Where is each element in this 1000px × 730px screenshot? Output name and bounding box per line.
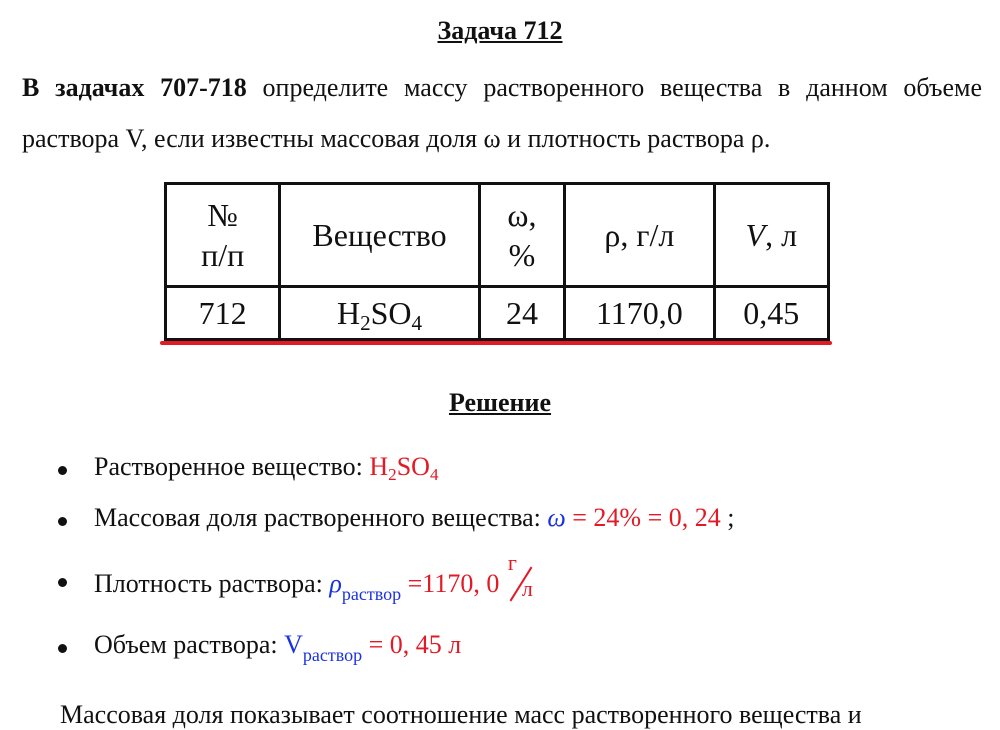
header-volume-unit: , л	[765, 217, 798, 253]
volume-symbol: V	[284, 630, 303, 659]
cell-substance	[280, 287, 479, 340]
table-red-underline	[160, 341, 832, 345]
solution-title: Решение	[448, 388, 552, 417]
header-number-symbol: №	[207, 197, 238, 233]
volume-subscript: раствор	[302, 645, 363, 665]
formula-part: SO	[370, 294, 412, 331]
header-omega-symbol: ω,	[507, 197, 537, 233]
item-label: Объем раствора:	[94, 630, 285, 659]
cell-number: 712	[166, 287, 280, 340]
cell-density: 1170,0	[565, 287, 714, 340]
header-volume	[714, 184, 828, 287]
task-statement	[22, 62, 982, 164]
volume-value: = 0, 45 л	[362, 630, 462, 659]
substance-formula: $H_2SO_4$	[369, 452, 439, 484]
omega-symbol: ω	[547, 503, 566, 532]
header-omega-unit: %	[508, 237, 536, 273]
bullet-dot	[58, 644, 67, 653]
solution-item-mass-fraction	[94, 503, 734, 533]
item-label: Растворенное вещество:	[94, 452, 370, 481]
solution-item-substance	[94, 452, 439, 482]
bullet-dot	[58, 578, 67, 587]
omega-value: = 24% = 0, 24	[565, 503, 721, 532]
bullet-dot	[58, 517, 67, 526]
density-value: =1170, 0	[401, 569, 500, 598]
solution-item-volume	[94, 630, 461, 666]
unit-denominator: л	[521, 576, 533, 601]
header-density: ρ, г/л	[565, 184, 714, 287]
cell-omega: 24	[479, 287, 564, 340]
task-statement-text: определите массу растворенного вещества в данном объеме раствора V, если известны массовая доля ω и плотность раствора ρ.	[22, 73, 982, 153]
rho-symbol: ρ	[329, 569, 342, 598]
header-volume-var: V	[745, 217, 766, 253]
explanation-text: Массовая доля показывает соотношение масс растворенного вещества и	[60, 700, 862, 729]
item-tail: ;	[720, 503, 735, 532]
table-row	[166, 287, 829, 340]
formula-part: H	[336, 294, 361, 331]
table-header-row	[166, 184, 829, 287]
task-data-table	[164, 182, 830, 341]
solution-item-density	[94, 550, 542, 605]
task-range-bold: В задачах 707-718	[22, 73, 247, 102]
unit-numerator: г	[507, 550, 517, 575]
formula-subscript: 4	[411, 310, 423, 335]
cell-volume: 0,45	[714, 287, 828, 340]
rho-subscript: раствор	[341, 584, 402, 604]
header-substance: Вещество	[280, 184, 479, 287]
header-number-abbr: п/п	[201, 237, 245, 273]
density-unit-fraction	[506, 550, 542, 604]
header-number	[166, 184, 280, 287]
formula-subscript: 2	[360, 310, 371, 335]
item-label: Плотность раствора:	[94, 569, 330, 598]
bullet-dot	[58, 466, 67, 475]
item-label: Массовая доля растворенного вещества:	[94, 503, 548, 532]
header-omega	[479, 184, 564, 287]
page-title: Задача 712	[437, 16, 563, 45]
